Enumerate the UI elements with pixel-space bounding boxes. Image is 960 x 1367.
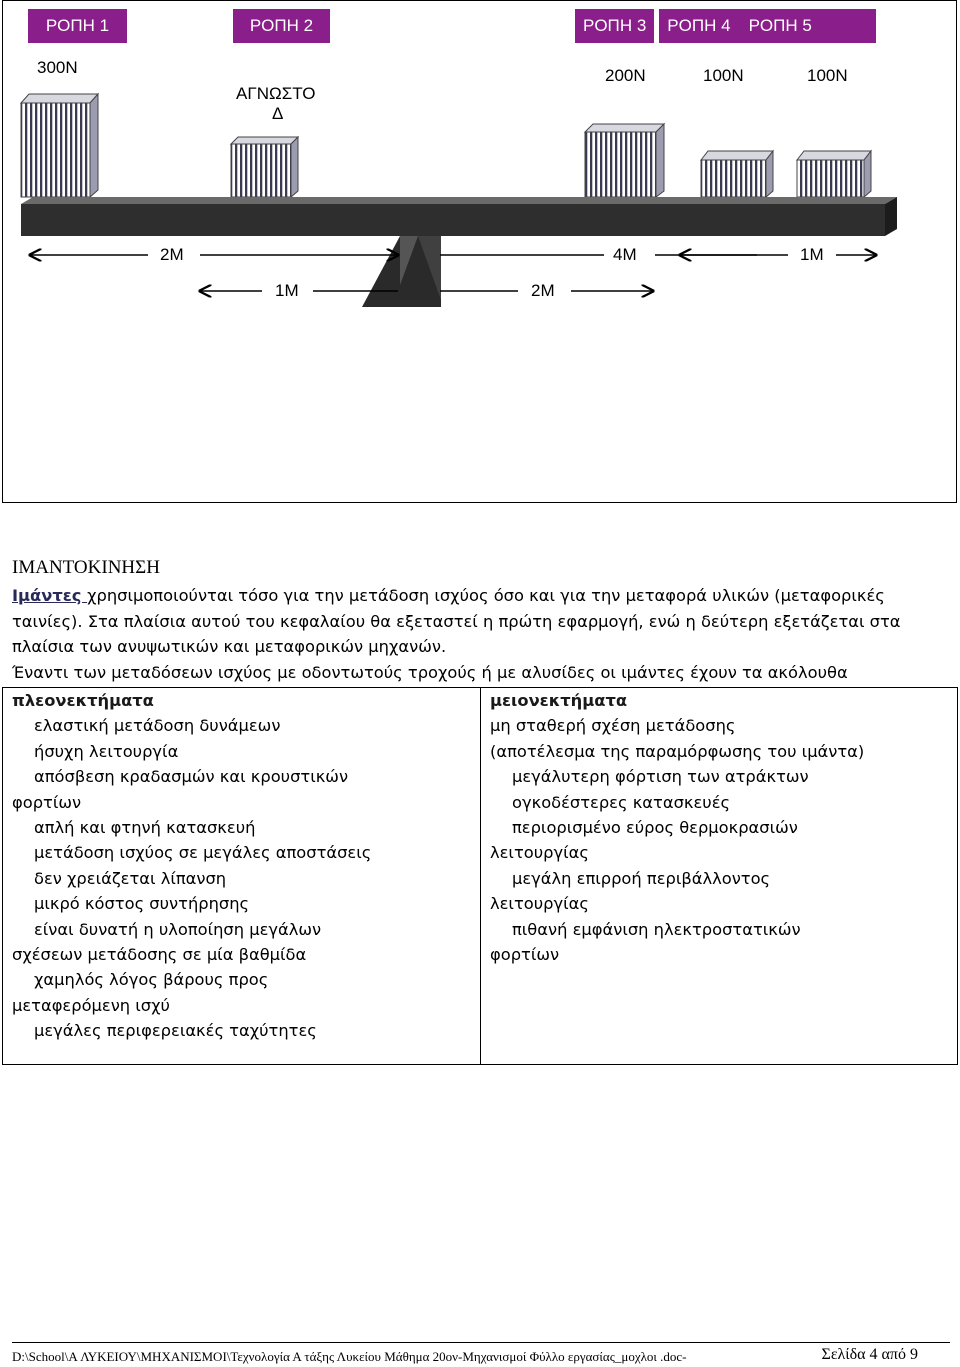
distance-1m-right: 1M [800, 245, 824, 264]
disadvantage-item: μη σταθερή σχέση μετάδοσης [490, 716, 736, 736]
distance-1m-left: 1M [275, 281, 299, 300]
advantage-item: μεγάλες περιφερειακές ταχύτητες [34, 1021, 317, 1041]
table-divider [480, 687, 481, 1065]
advantages-header: πλεονεκτήματα [12, 691, 154, 710]
lever-beam [21, 197, 897, 236]
belts-term: Ιμάντες [12, 586, 88, 605]
advantage-item: φορτίων [12, 792, 82, 812]
force-5-label: 100N [807, 66, 848, 85]
force-2-label: ΑΓΝΩΣΤΟ [236, 84, 316, 103]
force-1-label: 300N [37, 58, 78, 77]
footer-file-path: D:\School\A ΛΥΚΕΙΟΥ\ΜΗΧΑΝΙΣΜΟΙ\Τεχνολογία Α τάξης Λυκείου Μάθημα 20ον-Μηχανισμοί Φύλλο εργασίας_μοχλοι .doc- [12, 1349, 687, 1364]
advantage-item: μετάδοση ισχύος σε μεγάλες αποστάσεις [34, 843, 372, 863]
advantage-item: ήσυχη λειτουργία [34, 741, 179, 761]
advantage-item: μεταφερόμενη ισχύ [12, 995, 170, 1015]
moment-4-text: ΡΟΠΗ 4 [667, 16, 731, 35]
fulcrum [362, 236, 441, 307]
force-4-label: 100N [703, 66, 744, 85]
disadvantage-item: φορτίων [490, 945, 560, 965]
distance-2m-right: 2M [531, 281, 555, 300]
footer-page-number: Σελίδα 4 από 9 [821, 1346, 918, 1363]
disadvantage-item: λειτουργίας [490, 894, 589, 914]
weight-block-1 [21, 94, 98, 197]
advantages-column [12, 688, 477, 1044]
disadvantages-column [490, 688, 950, 967]
disadvantages-header: μειονεκτήματα [490, 691, 628, 710]
weight-block-2 [231, 137, 298, 197]
advantage-item: σχέσεων μετάδοσης σε μία βαθμίδα [12, 945, 307, 965]
advantage-item: δεν χρειάζεται λίπανση [34, 868, 227, 888]
section-title: ΙΜΑΝΤΟΚΙΝΗΣΗ [12, 557, 160, 578]
moment-3-text: ΡΟΠΗ 3 [583, 16, 647, 35]
force-2-symbol: Δ [272, 104, 284, 123]
advantage-item: χαμηλός λόγος βάρους προς [34, 970, 269, 990]
moment-1-label: ΡΟΠΗ 1 [28, 9, 127, 43]
intro-text: χρησιμοποιούνται τόσο για την μετάδοση ισχύος όσο και για την μεταφορά υλικών (μεταφορικές ταινίες). Στα πλαίσια αυτού του κεφαλαίου θα εξεταστεί η πρώτη εφαρμογή, ενώ η δεύτερη εξετάζεται στα πλαίσια των ανυψωτικών και μεταφορικών μηχανών. [12, 586, 901, 656]
advantage-item: απόσβεση κραδασμών και κρουστικών [34, 767, 349, 787]
weight-block-3 [585, 124, 664, 197]
moment-2-label: ΡΟΠΗ 2 [233, 9, 330, 43]
disadvantage-item: περιορισμένο εύρος θερμοκρασιών [512, 818, 798, 838]
footer-rule [12, 1342, 950, 1343]
distance-4m: 4M [613, 245, 637, 264]
weight-block-4 [701, 151, 773, 197]
advantage-item: ελαστική μετάδοση δυνάμεων [34, 716, 281, 736]
advantage-item: είναι δυνατή η υλοποίηση μεγάλων [34, 919, 322, 939]
intro-paragraph [12, 583, 942, 660]
disadvantage-item: λειτουργίας [490, 843, 589, 863]
comparison-intro: Έναντι των μεταδόσεων ισχύος με οδοντωτούς τροχούς ή με αλυσίδες οι ιμάντες έχουν τα ακόλουθα [12, 663, 848, 682]
advantage-item: απλή και φτηνή κατασκευή [34, 818, 256, 838]
disadvantage-item: (αποτέλεσμα της παραμόρφωσης του ιμάντα) [490, 741, 865, 761]
distance-2m-left: 2M [160, 245, 184, 264]
disadvantage-item: μεγάλυτερη φόρτιση των ατράκτων [512, 767, 809, 787]
moment-5-text: ΡΟΠΗ 5 [748, 16, 812, 35]
force-3-label: 200N [605, 66, 646, 85]
disadvantage-item: ογκοδέστερες κατασκευές [512, 792, 731, 812]
advantage-item: μικρό κόστος συντήρησης [34, 894, 250, 914]
disadvantage-item: μεγάλη επιρροή περιβάλλοντος [512, 868, 771, 888]
disadvantage-item: πιθανή εμφάνιση ηλεκτροστατικών [512, 919, 801, 939]
weight-block-5 [797, 151, 871, 197]
